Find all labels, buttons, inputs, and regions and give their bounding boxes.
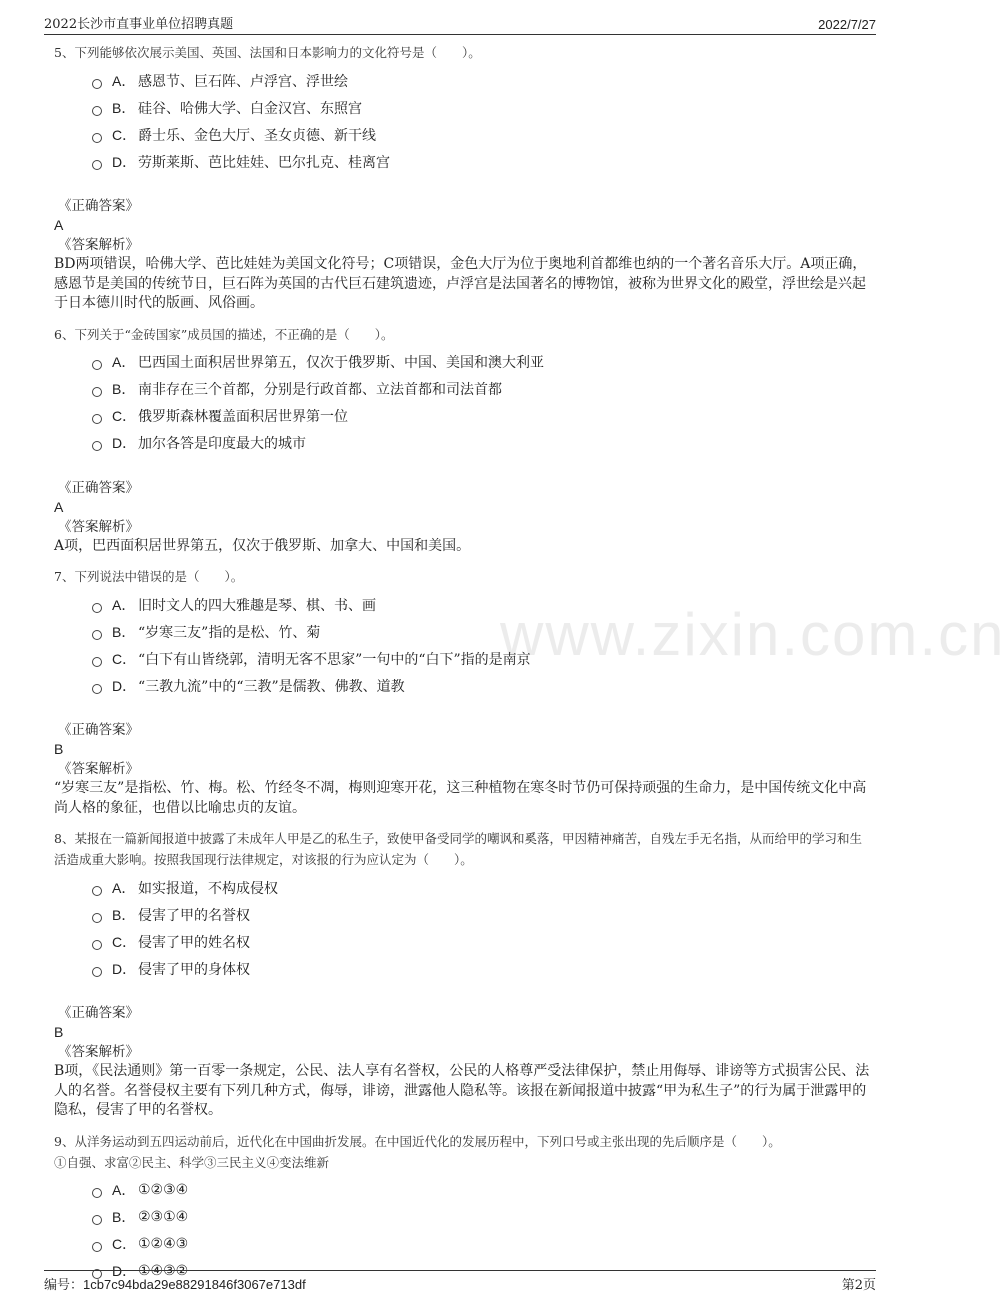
option-d[interactable]: [92, 148, 874, 175]
answer-value: A: [54, 217, 64, 233]
option-b[interactable]: [92, 1204, 874, 1231]
option-c[interactable]: [92, 645, 874, 672]
analysis-heading: 《答案解析》: [58, 518, 139, 535]
question-text: 7、下列说法中错误的是（ ）。: [54, 569, 244, 584]
option-letter: D．: [112, 153, 137, 170]
option-text: 南非存在三个首都，分别是行政首都、立法首都和司法首都: [138, 382, 502, 398]
footer-code-label: 编号：: [44, 1278, 84, 1293]
option-text: ②③①④: [138, 1209, 189, 1225]
option-text: 俄罗斯森林覆盖面积居世界第一位: [138, 409, 348, 425]
option-text: ①④③②: [138, 1263, 189, 1279]
option-c[interactable]: [92, 1231, 874, 1258]
radio-icon[interactable]: [92, 360, 102, 370]
option-text: 加尔各答是印度最大的城市: [138, 436, 306, 452]
option-list: [92, 67, 874, 175]
option-letter: D．: [112, 1263, 137, 1279]
option-text: 巴西国土面积居世界第五，仅次于俄罗斯、中国、美国和澳大利亚: [138, 355, 544, 371]
radio-icon[interactable]: [92, 1188, 102, 1198]
option-letter: D．: [112, 435, 137, 451]
option-d[interactable]: [92, 672, 874, 699]
option-letter: B．: [112, 1209, 136, 1225]
option-letter: D．: [112, 677, 137, 694]
option-letter: A．: [112, 354, 136, 370]
radio-icon[interactable]: [92, 79, 102, 89]
analysis-heading: 《答案解析》: [58, 761, 139, 777]
question-block: [54, 566, 874, 828]
radio-icon[interactable]: [92, 603, 102, 613]
radio-icon[interactable]: [92, 1215, 102, 1225]
answer-value: B: [54, 741, 64, 757]
option-text: ①②④③: [138, 1236, 189, 1252]
radio-icon[interactable]: [92, 387, 102, 397]
option-letter: B．: [112, 906, 136, 923]
analysis-text: BD两项错误，哈佛大学、芭比娃娃为美国文化符号；C项错误，金色大厅为位于奥地利首都维也纳的一个著名音乐大厅。A项正确，感恩节是美国的传统节日，巨石阵为英国的古代巨石建筑遗迹，卢浮宫是法国著名的博物馆，被称为世界文化的殿堂，浮世绘是兴起于日本德川时代的版画、风俗画。: [54, 256, 867, 311]
option-text: 爵士乐、金色大厅、圣女贞德、新干线: [138, 127, 376, 144]
page-header: [44, 12, 876, 35]
option-text: 硅谷、哈佛大学、白金汉宫、东照宫: [138, 100, 362, 117]
answer-value: A: [54, 498, 64, 515]
option-b[interactable]: [92, 901, 874, 928]
option-text: 侵害了甲的身体权: [138, 961, 250, 978]
option-a[interactable]: [92, 67, 874, 94]
question-block: [54, 42, 874, 324]
option-letter: A．: [112, 879, 136, 896]
option-letter: A．: [112, 596, 136, 613]
option-b[interactable]: [92, 94, 874, 121]
option-a[interactable]: [92, 349, 874, 376]
question-text: 6、下列关于“金砖国家”成员国的描述，不正确的是（ ）。: [54, 326, 394, 342]
option-text: “白下有山皆绕郭，清明无客不思家”一句中的“白下”指的是南京: [138, 651, 531, 668]
question-block: [54, 324, 874, 567]
radio-icon[interactable]: [92, 967, 102, 977]
option-text: ①②③④: [138, 1182, 189, 1198]
option-c[interactable]: [92, 403, 874, 430]
option-d[interactable]: [92, 430, 874, 457]
page-footer: [44, 1270, 876, 1293]
radio-icon[interactable]: [92, 106, 102, 116]
analysis-heading: 《答案解析》: [58, 1044, 139, 1060]
option-d[interactable]: [92, 955, 874, 982]
option-text: 旧时文人的四大雅趣是琴、棋、书、画: [138, 597, 376, 614]
option-letter: B．: [112, 623, 136, 640]
option-c[interactable]: [92, 121, 874, 148]
option-letter: A．: [112, 72, 136, 89]
question-text: 9、从洋务运动到五四运动前后，近代化在中国曲折发展。在中国近代化的发展历程中，下列口号或主张出现的先后顺序是（ ）。: [54, 1133, 781, 1149]
analysis-text: B项，《民法通则》第一百零一条规定，公民、法人享有名誉权，公民的人格尊严受法律保护，禁止用侮辱、诽谤等方式损害公民、法人的名誉。名誉侵权主要有下列几种方式，侮辱，诽谤，泄露他人隐私等。该报在新闻报道中披露“甲为私生子”的行为属于泄露甲的隐私，侵害了甲的名誉权。: [54, 1063, 870, 1118]
question-block: [54, 828, 874, 1131]
radio-icon[interactable]: [92, 414, 102, 424]
radio-icon[interactable]: [92, 630, 102, 640]
answer-value: B: [54, 1024, 64, 1040]
answer-heading: 《正确答案》: [58, 198, 139, 214]
radio-icon[interactable]: [92, 684, 102, 694]
option-list: [92, 349, 874, 457]
answer-heading: 《正确答案》: [58, 1005, 139, 1021]
option-text: “岁寒三友”指的是松、竹、菊: [138, 624, 321, 641]
option-letter: C．: [112, 933, 137, 950]
option-text: 侵害了甲的名誉权: [138, 907, 250, 924]
option-letter: B．: [112, 99, 136, 116]
option-a[interactable]: [92, 1177, 874, 1204]
question-list: [54, 42, 874, 1285]
footer-code-value: 1cb7c94bda29e88291846f3067e713df: [83, 1277, 306, 1292]
radio-icon[interactable]: [92, 441, 102, 451]
option-list: [92, 1177, 874, 1285]
radio-icon[interactable]: [92, 1242, 102, 1252]
option-b[interactable]: [92, 618, 874, 645]
option-letter: A．: [112, 1182, 136, 1198]
option-c[interactable]: [92, 928, 874, 955]
option-letter: D．: [112, 960, 137, 977]
option-text: “三教九流”中的“三教”是儒教、佛教、道教: [138, 678, 405, 695]
analysis-heading: 《答案解析》: [58, 237, 139, 253]
option-list: [92, 874, 874, 982]
option-text: 劳斯莱斯、芭比娃娃、巴尔扎克、桂离宫: [138, 154, 390, 171]
page-number: 第2页: [841, 1278, 876, 1293]
question-subtext: ①自强、求富②民主、科学③三民主义④变法维新: [54, 1154, 330, 1170]
analysis-text: A项，巴西面积居世界第五，仅次于俄罗斯、加拿大、中国和美国。: [54, 537, 471, 554]
option-list: [92, 591, 874, 699]
question-text: 8、某报在一篇新闻报道中披露了未成年人甲是乙的私生子，致使甲备受同学的嘲讽和奚落，甲因精神痛苦，自残左手无名指，从而给甲的学习和生活造成重大影响。按照我国现行法律规定，对该报的行为应认定为（ ）。: [54, 831, 862, 867]
option-letter: B．: [112, 381, 136, 397]
option-b[interactable]: [92, 376, 874, 403]
question-text: 5、下列能够依次展示美国、英国、法国和日本影响力的文化符号是（ ）。: [54, 45, 481, 60]
option-letter: C．: [112, 1236, 137, 1252]
analysis-text: “岁寒三友”是指松、竹、梅。松、竹经冬不凋，梅则迎寒开花，这三种植物在寒冬时节仍可保持顽强的生命力，是中国传统文化中高尚人格的象征，也借以比喻忠贞的友谊。: [54, 780, 867, 816]
option-text: 感恩节、巨石阵、卢浮宫、浮世绘: [138, 73, 348, 90]
radio-icon[interactable]: [92, 940, 102, 950]
header-title: 2022长沙市直事业单位招聘真题: [44, 17, 234, 32]
radio-icon[interactable]: [92, 913, 102, 923]
option-a[interactable]: [92, 874, 874, 901]
radio-icon[interactable]: [92, 886, 102, 896]
question-block: [54, 1131, 874, 1285]
option-letter: C．: [112, 408, 137, 424]
answer-heading: 《正确答案》: [58, 479, 139, 496]
option-letter: C．: [112, 126, 137, 143]
radio-icon[interactable]: [92, 657, 102, 667]
radio-icon[interactable]: [92, 133, 102, 143]
option-text: 侵害了甲的姓名权: [138, 934, 250, 951]
watermark: www.zixin.com.cn: [500, 601, 1005, 668]
header-date: 2022/7/27: [818, 17, 876, 32]
footer-code: [44, 1274, 306, 1293]
radio-icon[interactable]: [92, 160, 102, 170]
answer-heading: 《正确答案》: [58, 722, 139, 738]
option-a[interactable]: [92, 591, 874, 618]
option-text: 如实报道，不构成侵权: [138, 880, 278, 897]
option-letter: C．: [112, 650, 137, 667]
